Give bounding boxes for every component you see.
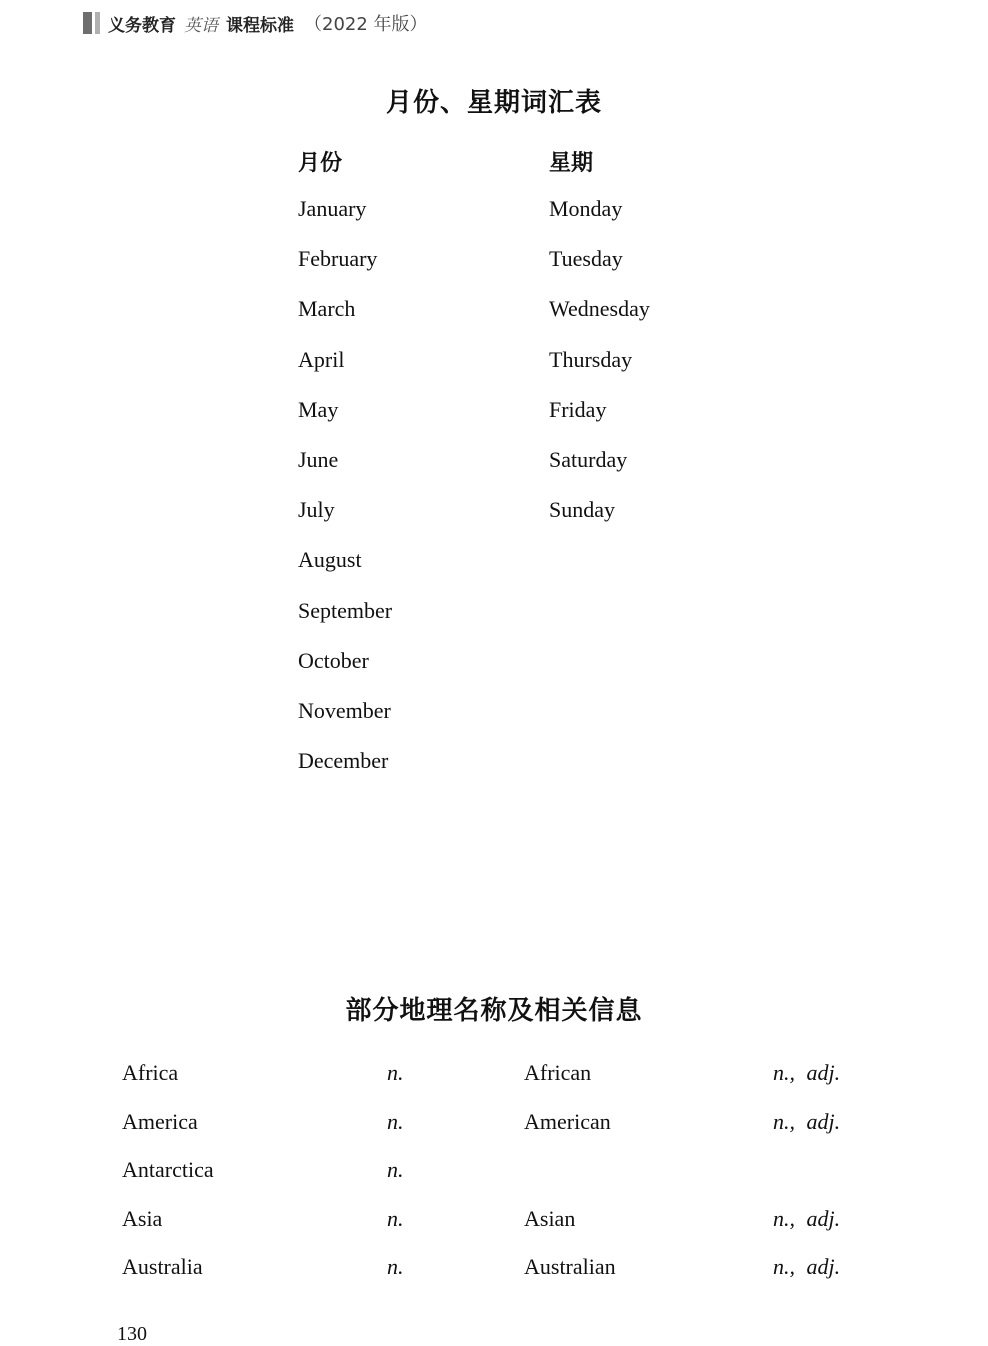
weekdays-list (549, 184, 650, 535)
month-item: December (298, 748, 389, 774)
derived-word: African (524, 1060, 592, 1085)
derived-part-of-speech: n., adj. (773, 1060, 841, 1085)
months-heading: 月份 (298, 151, 343, 176)
month-item: February (298, 246, 378, 272)
place-name: Antarctica (122, 1157, 214, 1182)
derived-word: American (524, 1108, 611, 1134)
header-bar-dark (83, 12, 92, 34)
month-item: January (298, 196, 367, 221)
month-item: June (298, 446, 339, 472)
month-item: August (298, 547, 362, 573)
weekday-item: Friday (549, 396, 607, 422)
months-list (298, 184, 392, 786)
place-name: America (122, 1108, 198, 1134)
derived-part-of-speech: n., adj. (773, 1254, 841, 1279)
section-title-months-weekdays: 月份、星期词汇表 (385, 88, 602, 118)
header-subject: 英语 (184, 15, 218, 36)
weekday-item: Monday (549, 196, 623, 221)
part-of-speech: n. (387, 1157, 404, 1182)
month-item: April (298, 346, 345, 372)
weekdays-column (549, 144, 650, 535)
derived-word: Australian (524, 1254, 616, 1279)
header-bar-light (95, 12, 100, 34)
weekday-item: Thursday (549, 346, 633, 372)
months-column (298, 144, 392, 786)
month-item: September (298, 597, 393, 623)
part-of-speech: n. (387, 1205, 404, 1231)
month-item: October (298, 647, 369, 673)
header-book-series: 义务教育 (108, 15, 176, 36)
derived-part-of-speech: n., adj. (773, 1205, 841, 1231)
header-book-type: 课程标准 (226, 15, 294, 36)
section-title-geography: 部分地理名称及相关信息 (345, 996, 643, 1026)
running-header (83, 10, 428, 36)
derived-part-of-speech: n., adj. (773, 1108, 841, 1134)
place-name: Australia (122, 1254, 203, 1279)
weekdays-heading: 星期 (549, 151, 594, 176)
derived-word: Asian (524, 1205, 576, 1231)
part-of-speech: n. (387, 1060, 404, 1085)
weekday-item: Saturday (549, 446, 628, 472)
page-number: 130 (117, 1323, 147, 1345)
header-bars-icon (83, 12, 100, 34)
place-name: Africa (122, 1060, 179, 1085)
header-edition: （2022 年版） (304, 14, 428, 35)
part-of-speech: n. (387, 1254, 404, 1279)
month-item: May (298, 396, 339, 422)
month-item: November (298, 697, 391, 723)
weekday-item: Sunday (549, 497, 615, 523)
weekday-item: Tuesday (549, 246, 623, 272)
part-of-speech: n. (387, 1108, 404, 1134)
month-item: July (298, 497, 335, 523)
month-item: March (298, 296, 356, 322)
place-name: Asia (122, 1205, 163, 1231)
weekday-item: Wednesday (549, 296, 650, 322)
